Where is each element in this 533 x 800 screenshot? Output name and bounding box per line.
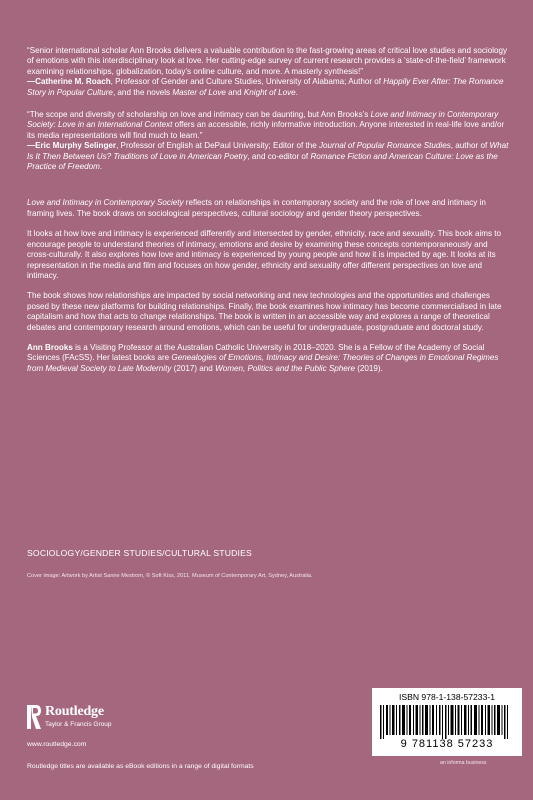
book-title: Love and Intimacy in Contemporary Society	[27, 198, 184, 208]
endorser-work: Happily Ever After: The Romance Story in Popular Culture	[27, 77, 504, 97]
spacer	[27, 184, 511, 198]
endorser-affiliation-mid: , and the novels	[112, 87, 173, 97]
informa-note: an informa business	[440, 760, 487, 766]
endorsement-text: “Senior international scholar Ann Brooks delivers a valuable contribution to the fast-growing areas of critical love studies and sociology of emotions with this interdisciplinary look at love. Her cutting-edge survey of current research provides a ‘state-of-the-field’ framework examining relationships, globalization, today’s online culture, and more. A masterly synthesis!”	[27, 46, 508, 76]
publisher-website: www.routledge.com	[27, 741, 87, 748]
bio-text-end: (2019).	[354, 363, 383, 373]
cover-credit: Cover image: Artwork by Artist Sanne Mestrom, © Soft Kiss, 2011. Museum of Contemporary Art, Sydney, Australia.	[27, 573, 313, 579]
endorsement-text: “The scope and diversity of scholarship on love and intimacy can be daunting, but Ann Brooks’s	[27, 110, 371, 120]
publisher-name: Routledge	[45, 704, 104, 719]
subject-category: SOCIOLOGY/GENDER STUDIES/CULTURAL STUDIES	[27, 548, 252, 558]
endorsement-text-rest: offers an accessible, richly informative introduction. Anyone interested in real-life love and/or its media representations will find much to learn.”	[27, 120, 505, 140]
description-paragraph-1	[27, 198, 511, 219]
endorser-work: Master of Love	[172, 87, 226, 97]
bio-book: Women, Politics and the Public Sphere	[215, 363, 355, 373]
endorser-affiliation-end: .	[99, 162, 103, 172]
cover-text	[27, 46, 511, 384]
bio-text: is a Visiting Professor at the Australian Catholic University in 2018–2020. She is a Fellow of the Academy of Social Sciences (FAcSS). Her latest books are	[27, 342, 485, 363]
endorser-name: —Catherine M. Roach	[27, 77, 111, 87]
author-name: Ann Brooks	[27, 342, 73, 352]
endorser-work: Journal of Popular Romance Studies	[318, 141, 451, 151]
endorser-work: What Is It Then Between Us? Traditions of Love in American Poetry	[27, 141, 509, 161]
endorser-affiliation-and: and	[225, 87, 244, 97]
endorser-affiliation: , Professor of Gender and Culture Studies, University of Alabama; Author of	[110, 77, 384, 87]
author-bio	[27, 343, 511, 374]
endorser-affiliation-mid: , author of	[450, 141, 490, 151]
endorser-affiliation-end: .	[295, 87, 298, 97]
endorser-affiliation-and: , and co-editor of	[247, 151, 311, 161]
bio-text-mid: (2017) and	[171, 363, 216, 373]
ebook-note: Routledge titles are available as eBook editions in a range of digital formats	[27, 763, 254, 770]
bio-book: Genealogies of Emotions, Intimacy and Desire: Theories of Changes in Emotional Regimes from Medieval Society to Late Modernity	[27, 353, 499, 373]
description-paragraph-2: It looks at how love and intimacy is experienced differently and intersected by gender, ethnicity, race and sexuality. This book aims to encourage people to understand theories of intimacy, emotions and desire by examining these concepts contemporaneously and cross-culturally. It also explores how love and intimacy is experienced by young people and how it is impacted by age. It looks at its representation in the media and film and focuses on how gender, ethnicity and sexuality offer different perspectives on love and intimacy.	[27, 229, 502, 280]
barcode	[372, 688, 522, 756]
endorser-work: Romance Fiction and American Culture: Love as the Practice of Freedom	[27, 151, 498, 172]
routledge-logo-icon	[27, 705, 41, 729]
publisher-group: Taylor & Francis Group	[45, 721, 112, 728]
barcode-bars-icon	[378, 705, 516, 739]
endorser-name: —Eric Murphy Selinger	[27, 141, 117, 151]
endorser-affiliation: , Professor of English at DePaul University; Editor of the	[116, 141, 319, 151]
description-text: reflects on relationships in contemporary society and the role of love and intimacy in framing lives. The book draws on sociological perspectives, cultural sociology and gender theory perspectives.	[27, 198, 486, 218]
endorser-work: Knight of Love	[243, 87, 296, 97]
isbn-label: ISBN 978-1-138-57233-1	[398, 692, 496, 702]
endorsement-book-title: Love and Intimacy in Contemporary Society: Love in an International Context	[27, 110, 499, 130]
endorsement-1	[27, 46, 511, 98]
endorsement-2	[27, 110, 511, 172]
description-paragraph-3: The book shows how relationships are impacted by social networking and new technologies and the opportunities and challenges posed by these new platforms for building relationships. Finally, the book examines how intimacy has become commercialised in late capitalism and how that acts to change relationships. The book is written in an accessible way and explores a range of theoretical debates and contemporary research around emotions, which can be useful for undergraduate, postgraduate and doctoral study.	[27, 291, 502, 332]
barcode-digits: 9 781138 57233	[400, 738, 494, 750]
